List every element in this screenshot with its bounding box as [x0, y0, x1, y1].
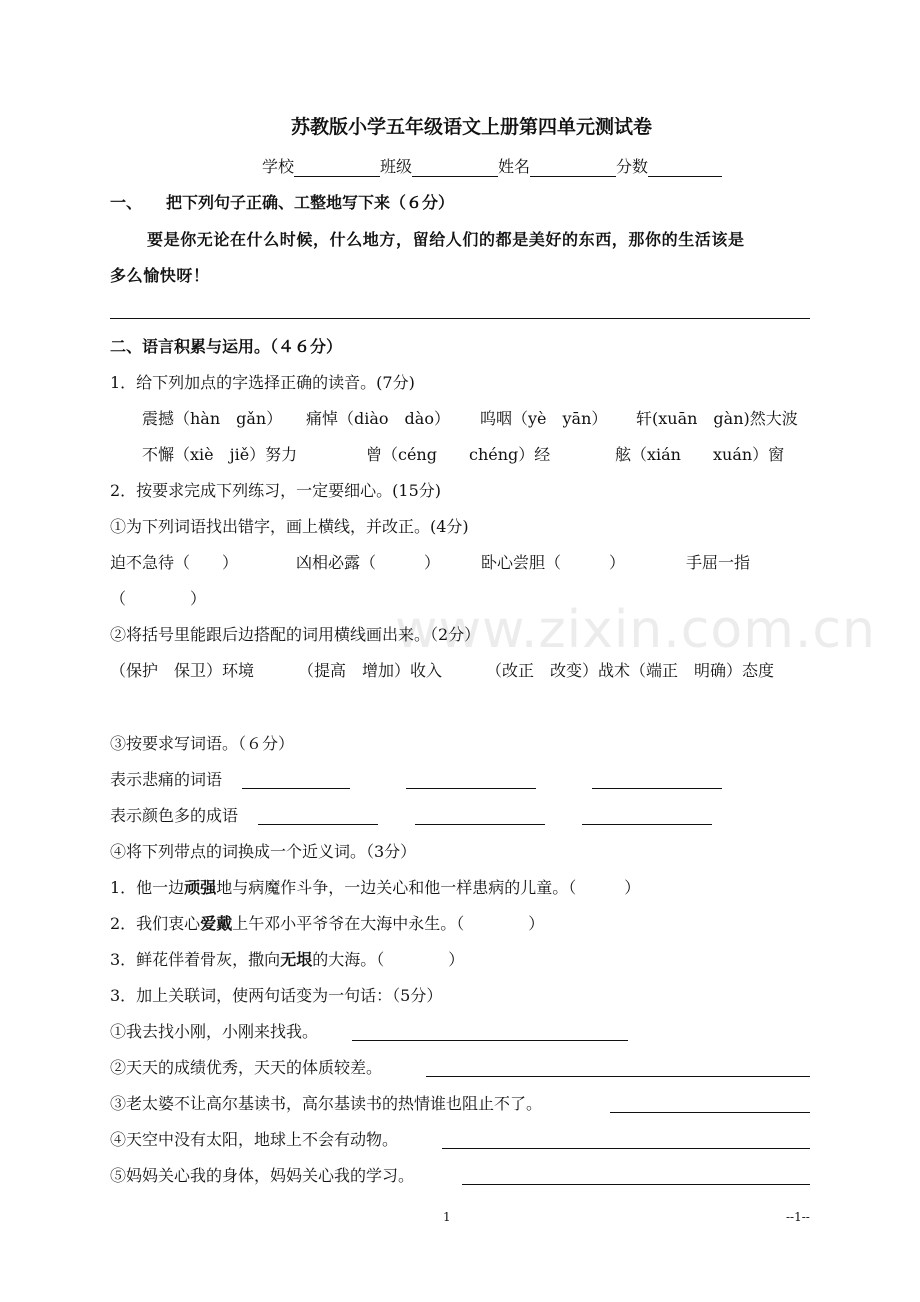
answer-blank[interactable]	[442, 1148, 810, 1149]
q3-prompt: 3．加上关联词，使两句话变为一句话：（5分）	[110, 986, 443, 1005]
watermark: www.zixin.com.cn	[395, 600, 876, 660]
q1-prompt: 1．给下列加点的字选择正确的读音。(7分)	[110, 373, 415, 392]
q2-part4-sentence	[110, 914, 544, 934]
section2-heading: 二、语言积累与运用。（４６分）	[110, 337, 343, 356]
dotted-word: 爱戴	[200, 914, 233, 933]
section1-answer-line[interactable]	[110, 318, 810, 319]
q2-part1-item: 凶相必露（ ）	[296, 553, 441, 572]
q1-item: 震撼（hàn gǎn）	[142, 409, 283, 428]
score-field[interactable]	[648, 158, 722, 177]
answer-blank[interactable]	[406, 788, 536, 789]
answer-blank[interactable]	[242, 788, 350, 789]
answer-blank[interactable]	[592, 788, 722, 789]
sentence-text: 上午邓小平爷爷在大海中永生。（ ）	[232, 914, 545, 933]
sentence-text: 1．他一边	[110, 878, 185, 897]
q1-item: 呜咽（yè yān）	[480, 409, 608, 428]
section1-heading: 把下列句子正确、工整地写下来（６分）	[166, 193, 455, 212]
q2-part1-item: 卧心尝胆（ ）	[481, 553, 626, 572]
sentence-text: 2．我们衷心	[110, 914, 201, 933]
name-label: 姓名	[498, 157, 531, 176]
q2-part4-sentence	[110, 878, 640, 898]
q2-part1-item: 手屈一指	[686, 553, 751, 572]
q2-part1-prompt: ①为下列词语找出错字，画上横线，并改正。(4分)	[110, 517, 469, 536]
score-label: 分数	[616, 157, 649, 176]
sentence-text: 3．鲜花伴着骨灰，撒向	[110, 950, 281, 969]
q2-part2-item: （改正 改变）战术（端正 明确）态度	[486, 661, 775, 680]
class-field[interactable]	[412, 158, 498, 177]
answer-blank[interactable]	[426, 1076, 810, 1077]
q3-item: ③老太婆不让高尔基读书，高尔基读书的热情谁也阻止不了。	[110, 1094, 543, 1113]
header-fields	[262, 157, 722, 177]
class-label: 班级	[380, 157, 413, 176]
section1-sentence-line2: 多么愉快呀！	[110, 266, 210, 285]
q3-item: ④天空中没有太阳，地球上不会有动物。	[110, 1130, 399, 1149]
page-title: 苏教版小学五年级语文上册第四单元测试卷	[291, 116, 653, 138]
answer-blank[interactable]	[352, 1040, 628, 1041]
q2-part2-item: （保护 保卫）环境	[110, 661, 255, 680]
section1-sentence-line1: 要是你无论在什么时候，什么地方，留给人们的都是美好的东西，那你的生活该是	[147, 230, 745, 249]
section1-number: 一、	[110, 193, 143, 212]
q3-item: ②天天的成绩优秀，天天的体质较差。	[110, 1058, 383, 1077]
q2-part3-prompt: ③按要求写词语。（６分）	[110, 734, 295, 753]
q3-item: ⑤妈妈关心我的身体，妈妈关心我的学习。	[110, 1166, 415, 1185]
dotted-word: 无垠	[280, 950, 313, 969]
page-number-right: --1--	[786, 1210, 810, 1224]
q2-part4-prompt: ④将下列带点的词换成一个近义词。（3分）	[110, 842, 417, 861]
q3-item: ①我去找小刚，小刚来找我。	[110, 1022, 319, 1041]
q2-part1-answer-paren[interactable]: （ ）	[110, 589, 207, 608]
q1-item: 舷（xián xuán）窗	[615, 445, 785, 464]
q2-part2-prompt: ②将括号里能跟后边搭配的词用横线画出来。（2分）	[110, 625, 481, 644]
q1-item: 曾（céng chéng）经	[366, 445, 551, 464]
answer-blank[interactable]	[462, 1184, 810, 1185]
q2-part1-item: 迫不急待（ ）	[110, 553, 239, 572]
page-number: 1	[443, 1210, 451, 1224]
q2-part3-row2-label: 表示颜色多的成语	[110, 806, 239, 825]
sentence-text: 的大海。（ ）	[312, 950, 465, 969]
name-field[interactable]	[530, 158, 616, 177]
answer-blank[interactable]	[610, 1112, 810, 1113]
answer-blank[interactable]	[258, 824, 378, 825]
q2-part3-row1-label: 表示悲痛的词语	[110, 770, 223, 789]
dotted-word: 顽强	[184, 878, 217, 897]
answer-blank[interactable]	[415, 824, 545, 825]
school-field[interactable]	[294, 158, 380, 177]
answer-blank[interactable]	[582, 824, 712, 825]
sentence-text: 地与病魔作斗争，一边关心和他一样患病的儿童。（ ）	[216, 878, 641, 897]
q2-part2-item: （提高 增加）收入	[298, 661, 443, 680]
q1-item: 痛悼（diào dào）	[306, 409, 450, 428]
q2-prompt: 2．按要求完成下列练习，一定要细心。(15分)	[110, 481, 442, 500]
q2-part4-sentence	[110, 950, 464, 970]
q1-item: 轩(xuān gàn)然大波	[636, 409, 798, 428]
school-label: 学校	[262, 157, 295, 176]
q1-item: 不懈（xiè jiě）努力	[142, 445, 298, 464]
